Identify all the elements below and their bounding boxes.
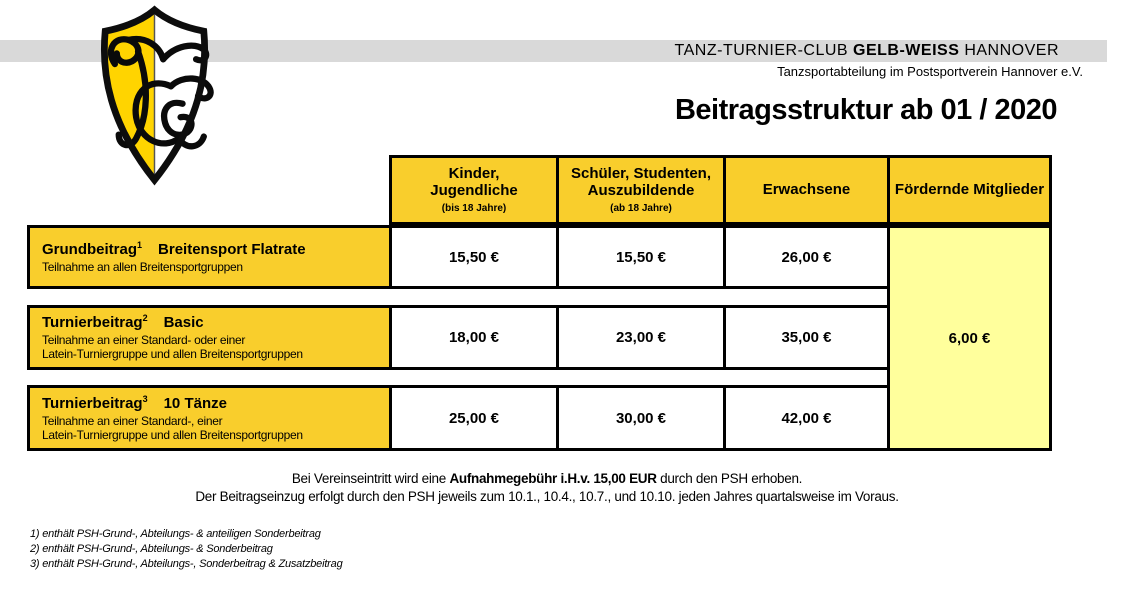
table-row-grundbeitrag [27, 225, 887, 289]
club-name [675, 42, 1059, 60]
column-header-foerdernde [887, 158, 1049, 222]
row-label [30, 388, 389, 448]
column-header-kinder [392, 158, 556, 222]
footnotes-block [30, 527, 342, 572]
footer-line2: Der Beitragseinzug erfolgt durch den PSH jeweils zum 10.1., 10.4., 10.7., und 10.10. jeden Jahres quartalsweise im Voraus. [195, 489, 899, 504]
column-header-erwachsene [723, 158, 887, 222]
row-title: Turnierbeitrag$^2$ Basic [42, 313, 204, 332]
fee-cell: 35,00 € [723, 308, 887, 367]
footer-line1: Bei Vereinseintritt wird eine Aufnahmegebühr i.H.v. 15,00 EUR durch den PSH erhoben. [291, 471, 803, 486]
column-title: Schüler, Studenten, [570, 165, 712, 183]
column-title: Fördernde Mitglieder [894, 180, 1045, 198]
club-shield-logo [82, 3, 227, 187]
row-title: Grundbeitrag$^1$ Breitensport Flatrate [42, 240, 306, 259]
row-description-line2: Latein-Turniergruppe und allen Breitensportgruppen [42, 427, 303, 442]
footnote-marker: 2 [142, 313, 148, 324]
fee-cell: 15,50 € [389, 228, 556, 286]
club-subtitle: Tanzsportabteilung im Postsportverein Hannover e.V. [777, 64, 1083, 79]
page-title: Beitragsstruktur ab 01 / 2020 [674, 94, 1057, 126]
club-name-pre: TANZ-TURNIER-CLUB [674, 42, 854, 59]
footnote-1: 1) enthält PSH-Grund-, Abteilungs- & anteiligen Sonderbeitrag [30, 528, 321, 540]
fee-cell: 25,00 € [389, 388, 556, 448]
fee-cell: 23,00 € [556, 308, 723, 367]
table-header-row [389, 155, 1052, 225]
table-row-turnierbeitrag-basic [27, 305, 887, 370]
footnote-2: 2) enthält PSH-Grund-, Abteilungs- & Sonderbeitrag [30, 543, 273, 555]
footnote-marker: 1 [137, 240, 143, 251]
footnote-3: 3) enthält PSH-Grund-, Abteilungs-, Sonderbeitrag & Zusatzbeitrag [30, 558, 343, 570]
row-variant: Breitensport Flatrate [158, 241, 306, 259]
fee-cell: 26,00 € [723, 228, 887, 286]
footnote-marker: 3 [142, 393, 148, 404]
fee-cell-foerdernde-merged: 6,00 € [887, 225, 1052, 451]
club-name-post: HANNOVER [959, 42, 1059, 59]
fee-cell: 42,00 € [723, 388, 887, 448]
row-description: Teilnahme an einer Standard-, einer [42, 413, 223, 428]
fee-cell: 15,50 € [556, 228, 723, 286]
column-age-note: (bis 18 Jahre) [441, 202, 507, 214]
row-label [30, 228, 389, 286]
column-title-line2: Auszubildende [587, 181, 695, 199]
row-description-line2: Latein-Turniergruppe und allen Breitensportgruppen [42, 347, 303, 362]
table-row-turnierbeitrag-10-taenze [27, 385, 887, 451]
fee-cell: 30,00 € [556, 388, 723, 448]
footer-line1-bold: Aufnahmegebühr i.H.v. 15,00 EUR [449, 471, 657, 486]
club-name-bold: GELB-WEISS [853, 42, 960, 59]
row-variant: Basic [163, 314, 204, 332]
column-title: Erwachsene [762, 180, 851, 198]
column-title-line2: Jugendliche [430, 181, 518, 199]
fee-cell: 18,00 € [389, 308, 556, 367]
column-age-note: (ab 18 Jahre) [610, 202, 672, 214]
row-title: Turnierbeitrag$^3$ 10 Tänze [42, 393, 227, 412]
column-title: Kinder, [448, 165, 500, 183]
row-label [30, 308, 389, 367]
footer-notes [0, 470, 1094, 506]
column-header-schueler [556, 158, 723, 222]
row-description: Teilnahme an allen Breitensportgruppen [42, 259, 243, 274]
row-description: Teilnahme an einer Standard- oder einer [42, 333, 246, 348]
row-variant: 10 Tänze [163, 394, 227, 412]
